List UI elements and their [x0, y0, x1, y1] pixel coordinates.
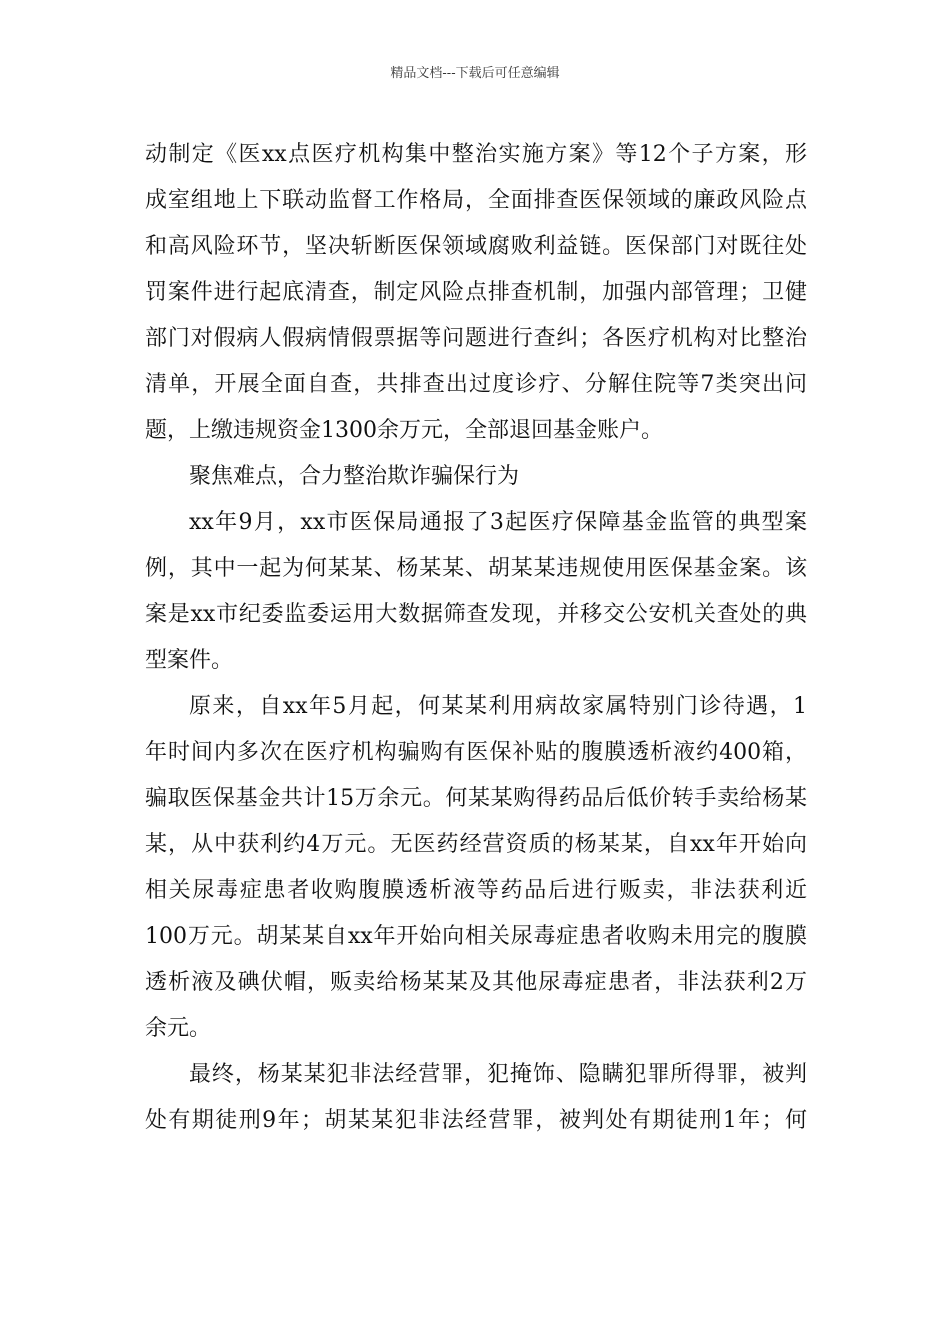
text-line: 某，从中获利约4万元。无医药经营资质的杨某某，自xx年开始向 [145, 832, 807, 857]
text-line: 和高风险环节，坚决斩断医保领域腐败利益链。医保部门对既往处 [145, 234, 807, 259]
text-line: 处有期徒刑9年；胡某某犯非法经营罪，被判处有期徒刑1年；何 [145, 1108, 807, 1133]
text-line: 例，其中一起为何某某、杨某某、胡某某违规使用医保基金案。该 [145, 556, 807, 581]
page-header: 精品文档---下载后可任意编辑 [390, 66, 560, 81]
text-line: 相关尿毒症患者收购腹膜透析液等药品后进行贩卖，非法获利近 [145, 878, 807, 903]
text-line: 型案件。 [145, 648, 234, 673]
text-line: 案是xx市纪委监委运用大数据筛查发现，并移交公安机关查处的典 [145, 602, 807, 627]
body-text [145, 132, 807, 1144]
text-line: 题，上缴违规资金1300余万元，全部退回基金账户。 [145, 418, 663, 443]
text-line: 聚焦难点，合力整治欺诈骗保行为 [189, 464, 520, 489]
text-line: 年时间内多次在医疗机构骗购有医保补贴的腹膜透析液约400箱， [145, 740, 807, 765]
text-line: 100万元。胡某某自xx年开始向相关尿毒症患者收购未用完的腹膜 [145, 924, 807, 949]
text-line: xx年9月，xx市医保局通报了3起医疗保障基金监管的典型案 [189, 510, 807, 535]
text-line: 最终，杨某某犯非法经营罪，犯掩饰、隐瞒犯罪所得罪，被判 [189, 1062, 807, 1087]
text-line: 余元。 [145, 1016, 212, 1041]
text-line: 原来，自xx年5月起，何某某利用病故家属特别门诊待遇，1 [189, 694, 807, 719]
text-line: 清单，开展全面自查，共排查出过度诊疗、分解住院等7类突出问 [145, 372, 807, 397]
text-line: 部门对假病人假病情假票据等问题进行查纠；各医疗机构对比整治 [145, 326, 807, 351]
text-line: 透析液及碘伏帽，贩卖给杨某某及其他尿毒症患者，非法获利2万 [145, 970, 807, 995]
text-line: 成室组地上下联动监督工作格局，全面排查医保领域的廉政风险点 [145, 188, 807, 213]
text-line: 动制定《医xx点医疗机构集中整治实施方案》等12个子方案，形 [145, 142, 807, 167]
text-line: 罚案件进行起底清查，制定风险点排查机制，加强内部管理；卫健 [145, 280, 807, 305]
text-line: 骗取医保基金共计15万余元。何某某购得药品后低价转手卖给杨某 [145, 786, 807, 811]
